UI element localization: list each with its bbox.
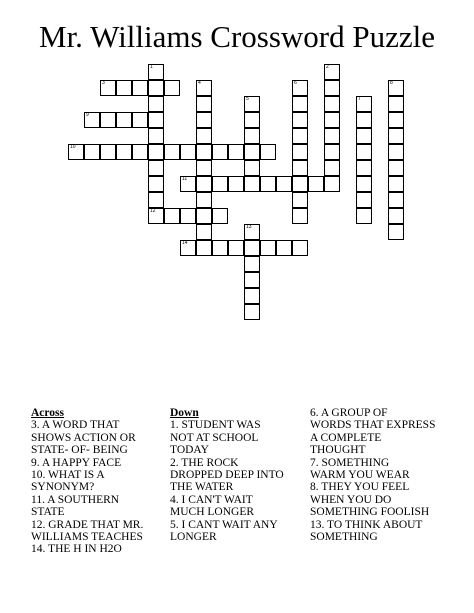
clue-number: 2 <box>326 64 329 70</box>
clue-number: 13 <box>246 224 252 230</box>
grid-cell[interactable] <box>196 240 212 256</box>
grid-cell[interactable] <box>196 96 212 112</box>
grid-cell[interactable] <box>388 144 404 160</box>
grid-cell[interactable] <box>180 144 196 160</box>
grid-cell[interactable] <box>116 144 132 160</box>
grid-cell[interactable] <box>244 240 260 256</box>
clue-number: 5 <box>246 96 249 102</box>
grid-cell[interactable] <box>244 160 260 176</box>
grid-cell[interactable] <box>260 144 276 160</box>
grid-cell[interactable] <box>84 112 100 128</box>
grid-cell[interactable] <box>212 240 228 256</box>
grid-cell[interactable] <box>196 112 212 128</box>
clue-number: 3 <box>102 80 105 86</box>
clue-down-13: 13. TO THINK ABOUT SOMETHING <box>310 518 423 544</box>
grid-cell[interactable] <box>356 112 372 128</box>
grid-cell[interactable] <box>292 240 308 256</box>
grid-cell[interactable] <box>180 240 196 256</box>
grid-cell[interactable] <box>244 256 260 272</box>
grid-cell[interactable] <box>388 176 404 192</box>
clue-down-2: 2. THE ROCK DROPPED DEEP INTO THE WATER <box>170 456 284 494</box>
grid-cell[interactable] <box>116 80 132 96</box>
grid-cell[interactable] <box>244 288 260 304</box>
grid-cell[interactable] <box>196 128 212 144</box>
grid-cell[interactable] <box>260 176 276 192</box>
grid-cell[interactable] <box>148 176 164 192</box>
grid-cell[interactable] <box>132 80 148 96</box>
grid-cell[interactable] <box>324 128 340 144</box>
grid-cell[interactable] <box>356 160 372 176</box>
grid-cell[interactable] <box>132 112 148 128</box>
grid-cell[interactable] <box>388 192 404 208</box>
grid-cell[interactable] <box>324 176 340 192</box>
grid-cell[interactable] <box>308 176 324 192</box>
clue-across-14: 14. THE H IN H2O <box>31 543 122 556</box>
grid-cell[interactable] <box>388 224 404 240</box>
grid-cell[interactable] <box>148 192 164 208</box>
grid-cell[interactable] <box>292 176 308 192</box>
grid-cell[interactable] <box>100 112 116 128</box>
page-title: Mr. Williams Crossword Puzzle <box>39 19 435 54</box>
grid-cell[interactable] <box>212 176 228 192</box>
grid-cell[interactable] <box>388 128 404 144</box>
grid-cell[interactable] <box>148 80 164 96</box>
clue-number: 11 <box>182 176 188 182</box>
grid-cell[interactable] <box>244 224 260 240</box>
clue-across-11: 11. A SOUTHERN STATE <box>31 493 120 519</box>
grid-cell[interactable] <box>180 208 196 224</box>
grid-cell[interactable] <box>212 144 228 160</box>
grid-cell[interactable] <box>212 208 228 224</box>
clue-number: 12 <box>150 208 156 214</box>
grid-cell[interactable] <box>196 208 212 224</box>
clue-number: 9 <box>86 112 89 118</box>
clue-across-3: 3. A WORD THAT SHOWS ACTION OR STATE- OF- BEING <box>31 419 136 457</box>
across-clues <box>31 407 161 556</box>
grid-cell[interactable] <box>116 112 132 128</box>
grid-cell[interactable] <box>388 112 404 128</box>
clue-number: 7 <box>358 96 361 102</box>
grid-cell[interactable] <box>356 128 372 144</box>
grid-cell[interactable] <box>148 144 164 160</box>
grid-cell[interactable] <box>292 112 308 128</box>
clue-number: 14 <box>182 240 188 246</box>
clue-down-4: 4. I CAN'T WAIT MUCH LONGER <box>170 493 255 519</box>
grid-cell[interactable] <box>388 160 404 176</box>
grid-cell[interactable] <box>84 144 100 160</box>
clue-number: 4 <box>198 80 201 86</box>
grid-cell[interactable] <box>196 192 212 208</box>
grid-cell[interactable] <box>244 272 260 288</box>
grid-cell[interactable] <box>196 80 212 96</box>
clue-number: 8 <box>390 80 393 86</box>
grid-cell[interactable] <box>356 96 372 112</box>
grid-cell[interactable] <box>148 160 164 176</box>
grid-cell[interactable] <box>196 176 212 192</box>
grid-cell[interactable] <box>132 144 148 160</box>
grid-cell[interactable] <box>292 192 308 208</box>
grid-cell[interactable] <box>68 144 84 160</box>
clue-across-10: 10. WHAT IS A SYNONYM? <box>31 469 105 494</box>
grid-cell[interactable] <box>324 64 340 80</box>
grid-cell[interactable] <box>292 128 308 144</box>
grid-cell[interactable] <box>244 144 260 160</box>
grid-cell[interactable] <box>196 160 212 176</box>
grid-cell[interactable] <box>164 208 180 224</box>
grid-cell[interactable] <box>100 80 116 96</box>
clue-down-8: 8. THEY YOU FEEL WHEN YOU DO SOMETHING FOOLISH <box>310 481 430 519</box>
grid-cell[interactable] <box>100 144 116 160</box>
grid-cell[interactable] <box>356 208 372 224</box>
down-heading: Down <box>170 407 199 419</box>
grid-cell[interactable] <box>148 64 164 80</box>
grid-cell[interactable] <box>164 80 180 96</box>
grid-cell[interactable] <box>196 224 212 240</box>
grid-cell[interactable] <box>292 96 308 112</box>
grid-cell[interactable] <box>196 144 212 160</box>
grid-cell[interactable] <box>356 144 372 160</box>
grid-cell[interactable] <box>244 304 260 320</box>
across-heading: Across <box>31 407 65 419</box>
grid-cell[interactable] <box>228 144 244 160</box>
grid-cell[interactable] <box>324 160 340 176</box>
grid-cell[interactable] <box>324 80 340 96</box>
grid-cell[interactable] <box>260 240 276 256</box>
clue-number: 1 <box>150 64 153 70</box>
grid-cell[interactable] <box>324 96 340 112</box>
grid-cell[interactable] <box>148 208 164 224</box>
grid-cell[interactable] <box>292 80 308 96</box>
grid-cell[interactable] <box>276 240 292 256</box>
grid-cell[interactable] <box>292 208 308 224</box>
grid-cell[interactable] <box>388 96 404 112</box>
grid-cell[interactable] <box>164 144 180 160</box>
grid-cell[interactable] <box>244 176 260 192</box>
grid-cell[interactable] <box>244 96 260 112</box>
clue-down-7: 7. SOMETHING WARM YOU WEAR <box>310 456 410 482</box>
grid-cell[interactable] <box>324 144 340 160</box>
grid-cell[interactable] <box>148 112 164 128</box>
grid-cell[interactable] <box>244 128 260 144</box>
grid-cell[interactable] <box>388 80 404 96</box>
clue-across-9: 9. A HAPPY FACE <box>31 456 122 469</box>
down-clues-continued <box>310 407 460 543</box>
grid-cell[interactable] <box>292 160 308 176</box>
grid-cell[interactable] <box>324 112 340 128</box>
grid-cell[interactable] <box>356 176 372 192</box>
clue-number: 10 <box>70 144 76 150</box>
clue-across-12: 12. GRADE THAT MR. WILLIAMS TEACHES <box>31 518 144 544</box>
clue-number: 6 <box>294 80 297 86</box>
grid-cell[interactable] <box>388 208 404 224</box>
clue-down-5: 5. I CANT WAIT ANY LONGER <box>170 518 278 544</box>
grid-cell[interactable] <box>276 176 292 192</box>
clue-down-6: 6. A GROUP OF WORDS THAT EXPRESS A COMPLETE THOUGHT <box>310 407 436 457</box>
grid-cell[interactable] <box>148 128 164 144</box>
down-clues <box>170 407 300 543</box>
grid-cell[interactable] <box>228 176 244 192</box>
grid-cell[interactable] <box>180 176 196 192</box>
grid-cell[interactable] <box>292 144 308 160</box>
grid-cell[interactable] <box>148 96 164 112</box>
grid-cell[interactable] <box>228 240 244 256</box>
clue-down-1: 1. STUDENT WAS NOT AT SCHOOL TODAY <box>170 419 261 457</box>
grid-cell[interactable] <box>244 112 260 128</box>
grid-cell[interactable] <box>356 192 372 208</box>
